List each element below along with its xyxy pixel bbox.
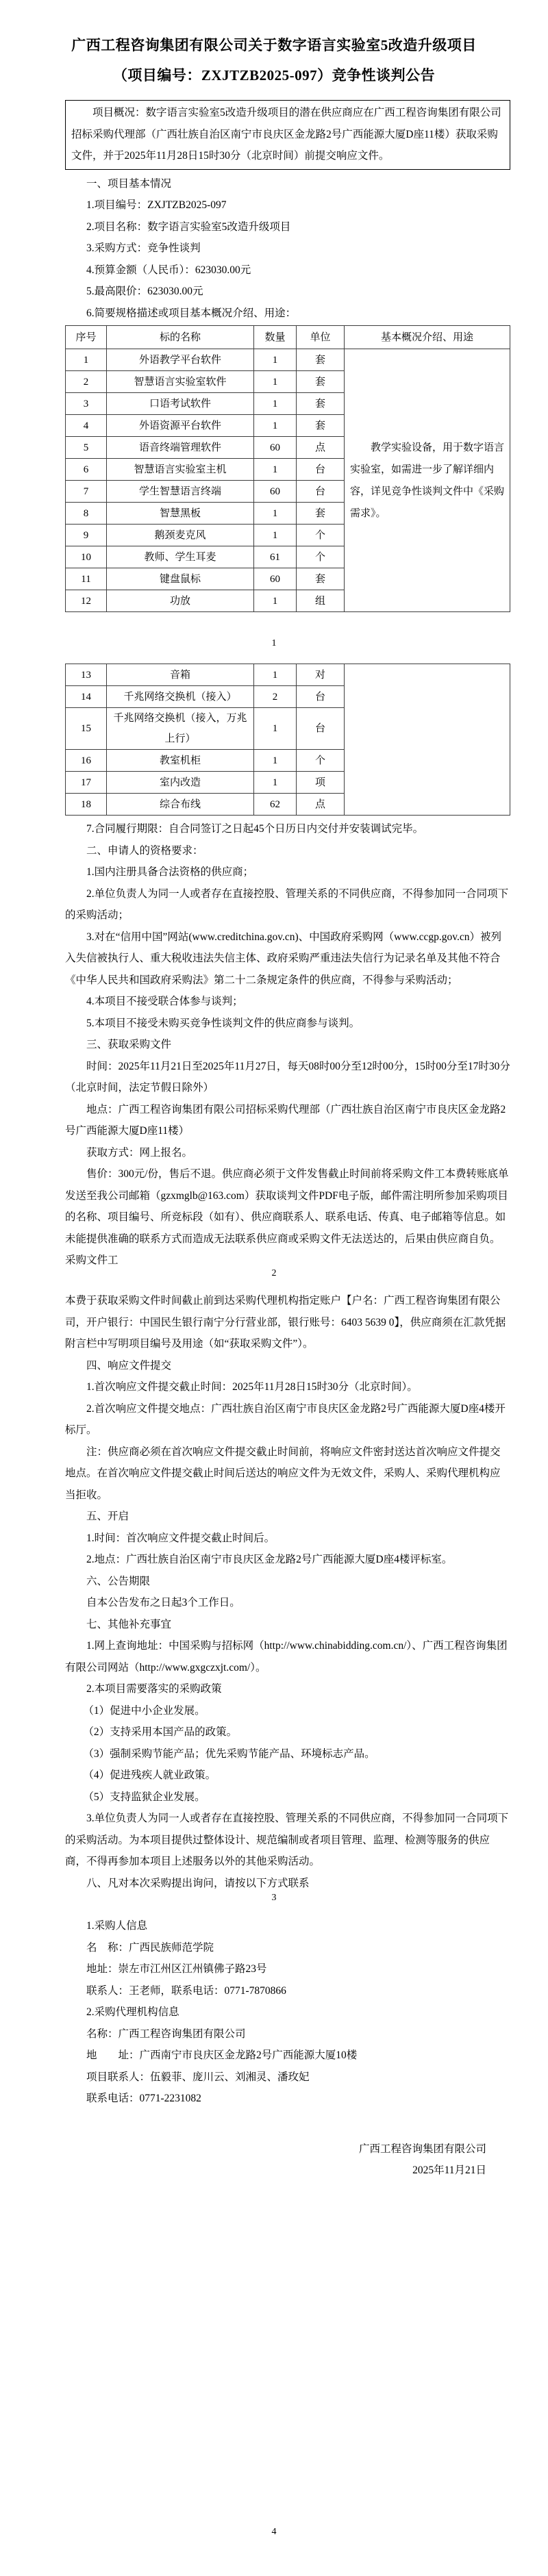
cell-no: 12 — [66, 590, 107, 612]
opening-time-line: 1.时间：首次响应文件提交截止时间后。 — [86, 1532, 275, 1544]
cell-name: 室内改造 — [107, 772, 254, 794]
page-3 — [0, 1284, 548, 1908]
qualification-item-2: 2.单位负责人为同一人或者存在直接控股、管理关系的不同供应商，不得参加同一合同项下的采购活动； — [65, 887, 509, 921]
buyer-name-line: 名 称：广西民族师范学院 — [86, 1941, 214, 1954]
qualification-item-4: 4.本项目不接受联合体参与谈判； — [86, 996, 243, 1007]
cell-qty: 60 — [254, 481, 297, 503]
buyer-info-heading: 1.采购人信息 — [86, 1920, 148, 1932]
section1-heading: 一、项目基本情况 — [86, 177, 172, 190]
table-header-row — [66, 326, 510, 349]
cell-name: 口语考试软件 — [107, 393, 254, 415]
cell-unit: 套 — [297, 349, 345, 371]
cell-qty: 1 — [254, 393, 297, 415]
page-1 — [0, 0, 548, 654]
cell-qty: 2 — [254, 686, 297, 708]
cell-unit: 台 — [297, 459, 345, 481]
cell-name: 鹅颈麦克风 — [107, 525, 254, 546]
policy-item-3: （3）强制采购节能产品；优先采购节能产品、环境标志产品。 — [83, 1747, 375, 1760]
procurement-method-line: 3.采购方式：竞争性谈判 — [86, 242, 201, 254]
qualification-item-1: 1.国内注册具备合法资格的供应商； — [86, 866, 254, 878]
spec-intro-line: 6.简要规格描述或项目基本概况介绍、用途： — [86, 307, 297, 319]
items-table-page2 — [65, 664, 510, 816]
section7-heading: 七、其他补充事宜 — [86, 1618, 172, 1630]
col-header-desc: 基本概况介绍、用途 — [345, 326, 510, 349]
col-header-no: 序号 — [66, 326, 107, 349]
cell-name: 千兆网络交换机（接入） — [107, 686, 254, 708]
cell-name: 教室机柜 — [107, 750, 254, 772]
response-note-line: 注：供应商必须在首次响应文件提交截止时间前，将响应文件密封送达首次响应文件提交地点。在首次响应文件提交截止时间后送达的响应文件为无效文件，采购人、采购代理机构应当拒收。 — [65, 1445, 501, 1501]
cell-name: 键盘鼠标 — [107, 568, 254, 590]
signature-company: 广西工程咨询集团有限公司 — [358, 2143, 486, 2155]
cell-no: 15 — [66, 708, 107, 750]
qualification-item-3: 3.对在“信用中国”网站(www.creditchina.gov.cn)、中国政府采购网（www.ccgp.gov.cn）被列入失信被执行人、重大税收违法失信主体、政府采购严重违法失信行为记录名单及其他不符合《中华人民共和国政府采购法》第二十二条规定条件的供应商，不得参与采购活动； — [65, 931, 501, 986]
title-line-1: 广西工程咨询集团有限公司关于数字语言实验室5改造升级项目 — [71, 37, 477, 53]
cell-unit: 台 — [297, 708, 345, 750]
col-header-name: 标的名称 — [107, 326, 254, 349]
opening-place-line: 2.地点：广西壮族自治区南宁市良庆区金龙路2号广西能源大厦D座4楼评标室。 — [86, 1554, 453, 1565]
cell-name: 智慧语言实验室主机 — [107, 459, 254, 481]
buyer-contact-line: 联系人：王老师，联系电话：0771-7870866 — [86, 1984, 286, 1997]
cell-qty: 1 — [254, 750, 297, 772]
page-2 — [0, 654, 548, 1284]
announcement-period-line: 自本公告发布之日起3个工作日。 — [86, 1597, 240, 1608]
cell-no: 18 — [66, 794, 107, 816]
section2-heading: 二、申请人的资格要求： — [86, 844, 203, 857]
page-number-4: 4 — [271, 2527, 277, 2537]
contract-term-line: 7.合同履行期限：自合同签订之日起45个日历日内交付并安装调试完毕。 — [86, 823, 424, 835]
cell-name: 千兆网络交换机（接入，万兆上行） — [107, 708, 254, 750]
cell-unit: 台 — [297, 686, 345, 708]
signature-date: 2025年11月21日 — [412, 2164, 486, 2176]
document-price-continued: 本费于获取采购文件时间截止前到达采购代理机构指定账户【户名：广西工程咨询集团有限公司，开户银行：中国民生银行南宁分行营业部，银行账号：6403 5639 0】，供应商须在汇款凭据附言栏中写明项目编号及用途（如“获取采购文件”）。 — [65, 1295, 506, 1350]
page-number-2: 2 — [271, 1268, 277, 1278]
cell-qty: 1 — [254, 525, 297, 546]
response-place-line: 2.首次响应文件提交地点：广西壮族自治区南宁市良庆区金龙路2号广西能源大厦D座4楼开标厅。 — [65, 1402, 506, 1436]
cell-merged-description-empty — [345, 664, 510, 816]
items-table-page1 — [65, 325, 510, 612]
cell-name: 学生智慧语言终端 — [107, 481, 254, 503]
response-deadline-line: 1.首次响应文件提交截止时间：2025年11月28日15时30分（北京时间）。 — [86, 1381, 418, 1393]
policy-item-2: （2）支持采用本国产品的政策。 — [83, 1726, 238, 1738]
agency-name-line: 名称：广西工程咨询集团有限公司 — [86, 2028, 246, 2040]
project-number-line: 1.项目编号：ZXJTZB2025-097 — [86, 199, 227, 211]
cell-no: 5 — [66, 437, 107, 459]
cell-qty: 1 — [254, 664, 297, 686]
cell-qty: 1 — [254, 371, 297, 393]
cell-qty: 1 — [254, 708, 297, 750]
project-overview-box — [65, 100, 510, 170]
cell-name: 功放 — [107, 590, 254, 612]
section4-heading: 四、响应文件提交 — [86, 1359, 172, 1372]
page-number-3: 3 — [271, 1893, 277, 1903]
section3-heading: 三、获取采购文件 — [86, 1039, 172, 1050]
cell-unit: 对 — [297, 664, 345, 686]
cell-qty: 61 — [254, 546, 297, 568]
cell-qty: 1 — [254, 349, 297, 371]
cell-qty: 1 — [254, 590, 297, 612]
cell-no: 8 — [66, 503, 107, 525]
cell-unit: 套 — [297, 371, 345, 393]
cell-unit: 点 — [297, 794, 345, 816]
cell-unit: 组 — [297, 590, 345, 612]
cell-qty: 62 — [254, 794, 297, 816]
cell-qty: 60 — [254, 568, 297, 590]
cell-no: 7 — [66, 481, 107, 503]
table-row — [66, 349, 510, 371]
cell-name: 语音终端管理软件 — [107, 437, 254, 459]
cell-unit: 套 — [297, 568, 345, 590]
document-method-line: 获取方式：网上报名。 — [86, 1146, 193, 1159]
cell-no: 3 — [66, 393, 107, 415]
contact-phone-line: 联系电话：0771-2231082 — [86, 2093, 201, 2104]
cell-qty: 1 — [254, 772, 297, 794]
supplier-restriction-line: 3.单位负责人为同一人或者存在直接控股、管理关系的不同供应商，不得参加同一合同项下的采购活动。为本项目提供过整体设计、规范编制或者项目管理、监理、检测等服务的供应商，不得再参加本项目上述服务以外的其他采购活动。 — [65, 1813, 509, 1867]
cell-no: 10 — [66, 546, 107, 568]
cell-no: 14 — [66, 686, 107, 708]
buyer-address-line: 地址：崇左市江州区江州镇佛子路23号 — [86, 1963, 267, 1975]
cell-name: 教师、学生耳麦 — [107, 546, 254, 568]
policy-item-5: （5）支持监狱企业发展。 — [83, 1791, 206, 1803]
cell-name: 智慧语言实验室软件 — [107, 371, 254, 393]
cell-unit: 个 — [297, 546, 345, 568]
page-number-1: 1 — [271, 638, 277, 648]
cell-no: 17 — [66, 772, 107, 794]
cell-no: 4 — [66, 415, 107, 437]
cell-no: 11 — [66, 568, 107, 590]
cell-no: 2 — [66, 371, 107, 393]
project-contacts-line: 项目联系人：伍毅菲、庞川云、刘湘灵、潘玫妃 — [86, 2071, 310, 2083]
cell-no: 6 — [66, 459, 107, 481]
agency-info-heading: 2.采购代理机构信息 — [86, 2006, 179, 2018]
cell-name: 音箱 — [107, 664, 254, 686]
cell-name: 外语教学平台软件 — [107, 349, 254, 371]
cell-unit: 套 — [297, 503, 345, 525]
title-line-2: （项目编号：ZXJTZB2025-097）竞争性谈判公告 — [112, 67, 436, 84]
cell-merged-description: 教学实验设备，用于数字语言实验室，如需进一步了解详细内容，详见竞争性谈判文件中《采购需求》。 — [345, 349, 510, 612]
cell-unit: 项 — [297, 772, 345, 794]
price-ceiling-line: 5.最高限价：623030.00元 — [86, 286, 203, 297]
cell-unit: 个 — [297, 525, 345, 546]
cell-name: 智慧黑板 — [107, 503, 254, 525]
project-overview-text: 项目概况：数字语言实验室5改造升级项目的潜在供应商应在广西工程咨询集团有限公司招标采购代理部（广西壮族自治区南宁市良庆区金龙路2号广西能源大厦D座11楼）获取采购文件，并于2025年11月28日15时30分（北京时间）前提交响应文件。 — [71, 107, 501, 162]
page-4 — [0, 1908, 548, 2576]
document-price-line: 售价：300元/份，售后不退。供应商必须于文件发售截止时间前将采购文件工本费转账底单发送至我公司邮箱（gzxmglb@163.com）获取谈判文件PDF电子版，邮件需注明所参加采购项目的名称、项目编号、所竞标段（如有）、供应商联系人、联系电话、传真、电子邮箱等信息。如未能提供准确的联系方式而造成无法联系供应商或采购文件无法送达的，后果由供应商自负。采购文件工 — [65, 1168, 509, 1266]
cell-no: 16 — [66, 750, 107, 772]
cell-qty: 60 — [254, 437, 297, 459]
agency-address-line: 地 址：广西南宁市良庆区金龙路2号广西能源大厦10楼 — [86, 2049, 358, 2061]
col-header-unit: 单位 — [297, 326, 345, 349]
cell-no: 1 — [66, 349, 107, 371]
cell-no: 9 — [66, 525, 107, 546]
qualification-item-5: 5.本项目不接受未购买竞争性谈判文件的供应商参与谈判。 — [86, 1017, 360, 1029]
document-time-line: 时间：2025年11月21日至2025年11月27日，每天08时00分至12时00分，15时00分至17时30分（北京时间，法定节假日除外） — [65, 1060, 510, 1094]
document-place-line: 地点：广西工程咨询集团有限公司招标采购代理部（广西壮族自治区南宁市良庆区金龙路2号广西能源大厦D座11楼） — [65, 1103, 506, 1137]
policy-item-4: （4）促进残疾人就业政策。 — [83, 1769, 216, 1781]
budget-line: 4.预算金额（人民币）：623030.00元 — [86, 264, 251, 276]
cell-unit: 套 — [297, 415, 345, 437]
cell-no: 13 — [66, 664, 107, 686]
cell-unit: 个 — [297, 750, 345, 772]
cell-qty: 1 — [254, 503, 297, 525]
section5-heading: 五、开启 — [86, 1511, 129, 1522]
document-title — [0, 0, 548, 90]
cell-qty: 1 — [254, 459, 297, 481]
online-query-line: 1.网上查询地址：中国采购与招标网（http://www.chinabidding.com.cn/）、广西工程咨询集团有限公司网站（http://www.gxgczxjt.com/）。 — [65, 1640, 508, 1674]
col-header-qty: 数量 — [254, 326, 297, 349]
policy-item-1: （1）促进中小企业发展。 — [83, 1704, 206, 1717]
cell-unit: 点 — [297, 437, 345, 459]
section8-heading: 八、凡对本次采购提出询问，请按以下方式联系 — [86, 1877, 310, 1889]
policy-intro-line: 2.本项目需要落实的采购政策 — [86, 1683, 222, 1695]
table-row — [66, 664, 510, 686]
project-name-line: 2.项目名称：数字语言实验室5改造升级项目 — [86, 220, 291, 233]
cell-qty: 1 — [254, 415, 297, 437]
cell-name: 综合布线 — [107, 794, 254, 816]
section6-heading: 六、公告期限 — [86, 1575, 151, 1587]
cell-unit: 套 — [297, 393, 345, 415]
cell-unit: 台 — [297, 481, 345, 503]
cell-name: 外语资源平台软件 — [107, 415, 254, 437]
